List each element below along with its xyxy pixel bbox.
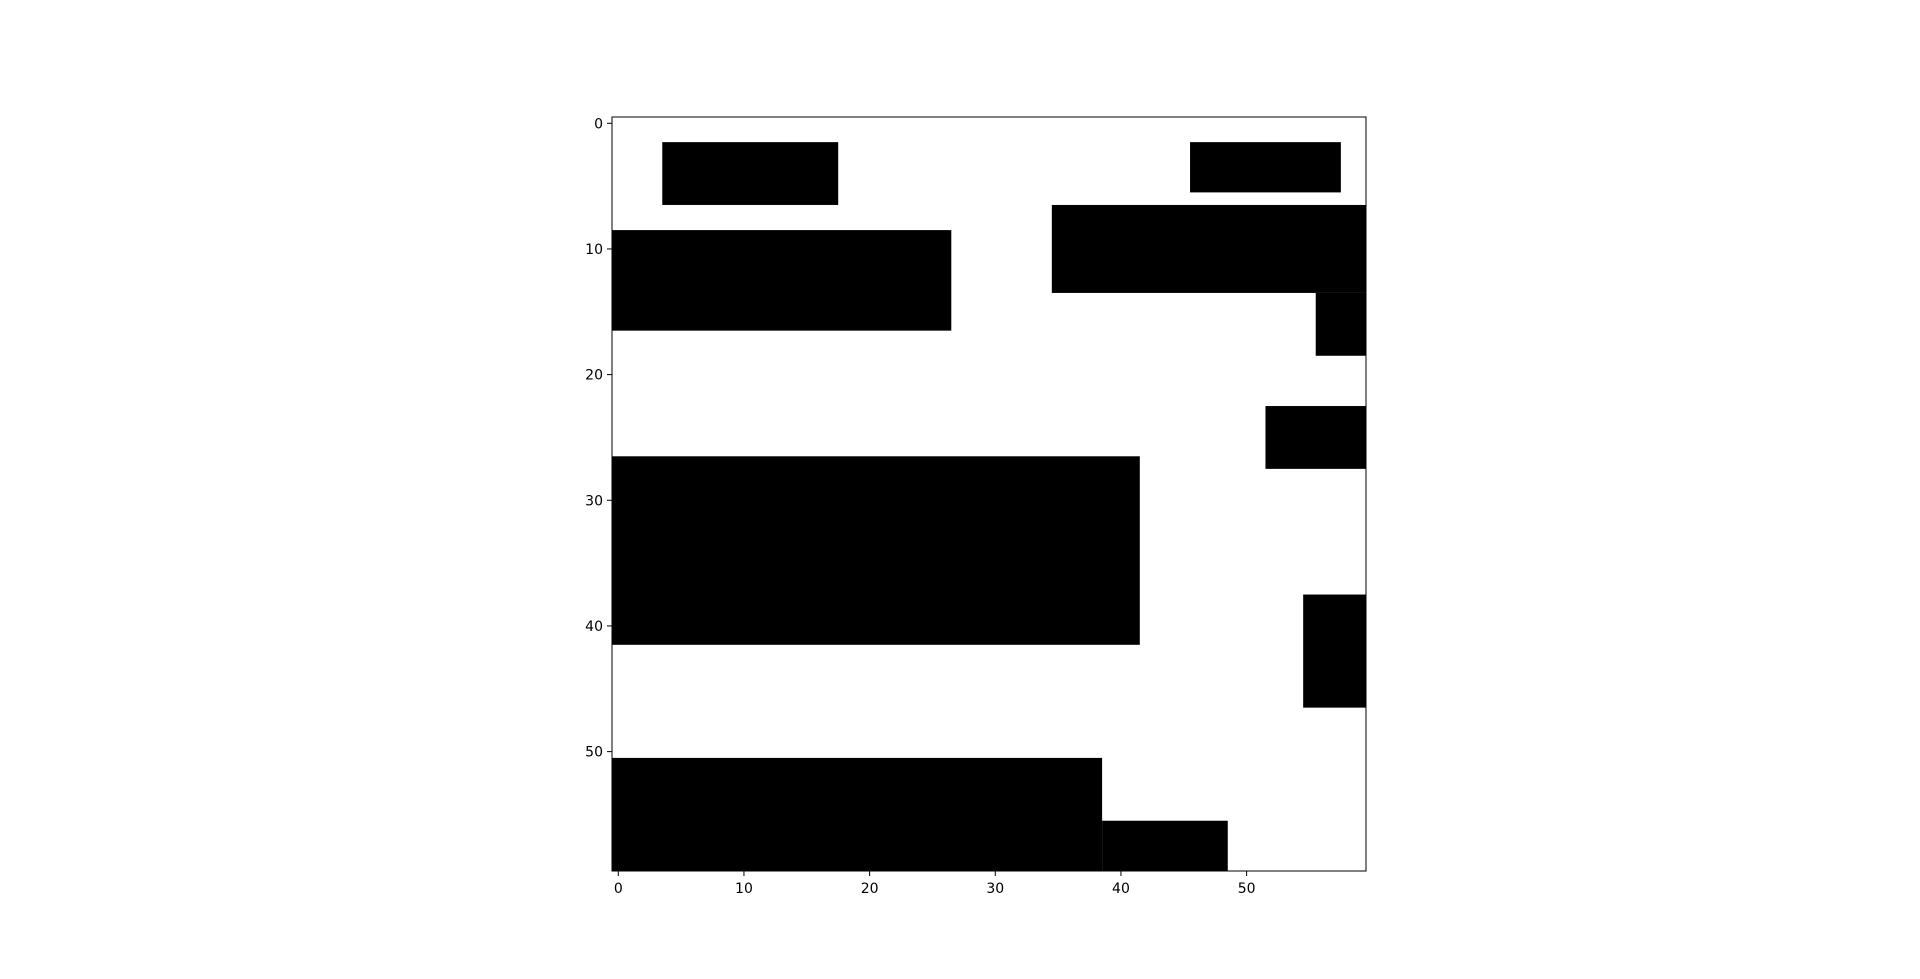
heatmap-block-6 bbox=[1265, 406, 1366, 469]
y-tick-label: 20 bbox=[585, 367, 603, 384]
x-tick-label: 20 bbox=[860, 881, 879, 897]
heatmap-block-2 bbox=[1190, 142, 1341, 192]
heatmap-block-8 bbox=[1303, 595, 1366, 708]
heatmap-block-3 bbox=[612, 230, 951, 331]
y-axis bbox=[585, 116, 612, 760]
heatmap-block-10 bbox=[1102, 821, 1228, 871]
x-axis bbox=[614, 871, 1256, 897]
y-tick-label: 0 bbox=[594, 116, 603, 133]
heatmap-block-4 bbox=[1052, 205, 1366, 293]
y-tick-label: 30 bbox=[585, 493, 603, 510]
x-tick-label: 40 bbox=[1112, 881, 1130, 897]
y-tick-label: 50 bbox=[585, 744, 603, 761]
heatmap-block-7 bbox=[612, 456, 1140, 645]
x-tick-label: 50 bbox=[1237, 881, 1256, 897]
y-tick-label: 10 bbox=[585, 241, 603, 258]
y-tick-label: 40 bbox=[585, 618, 603, 635]
x-tick-label: 30 bbox=[986, 881, 1005, 897]
heatmap-block-5 bbox=[1316, 293, 1366, 356]
heatmap-cells bbox=[612, 117, 1366, 871]
x-tick-label: 0 bbox=[613, 881, 623, 897]
heatmap-block-9 bbox=[612, 758, 1102, 871]
heatmap-block-1 bbox=[662, 142, 838, 205]
x-tick-label: 10 bbox=[735, 881, 753, 897]
